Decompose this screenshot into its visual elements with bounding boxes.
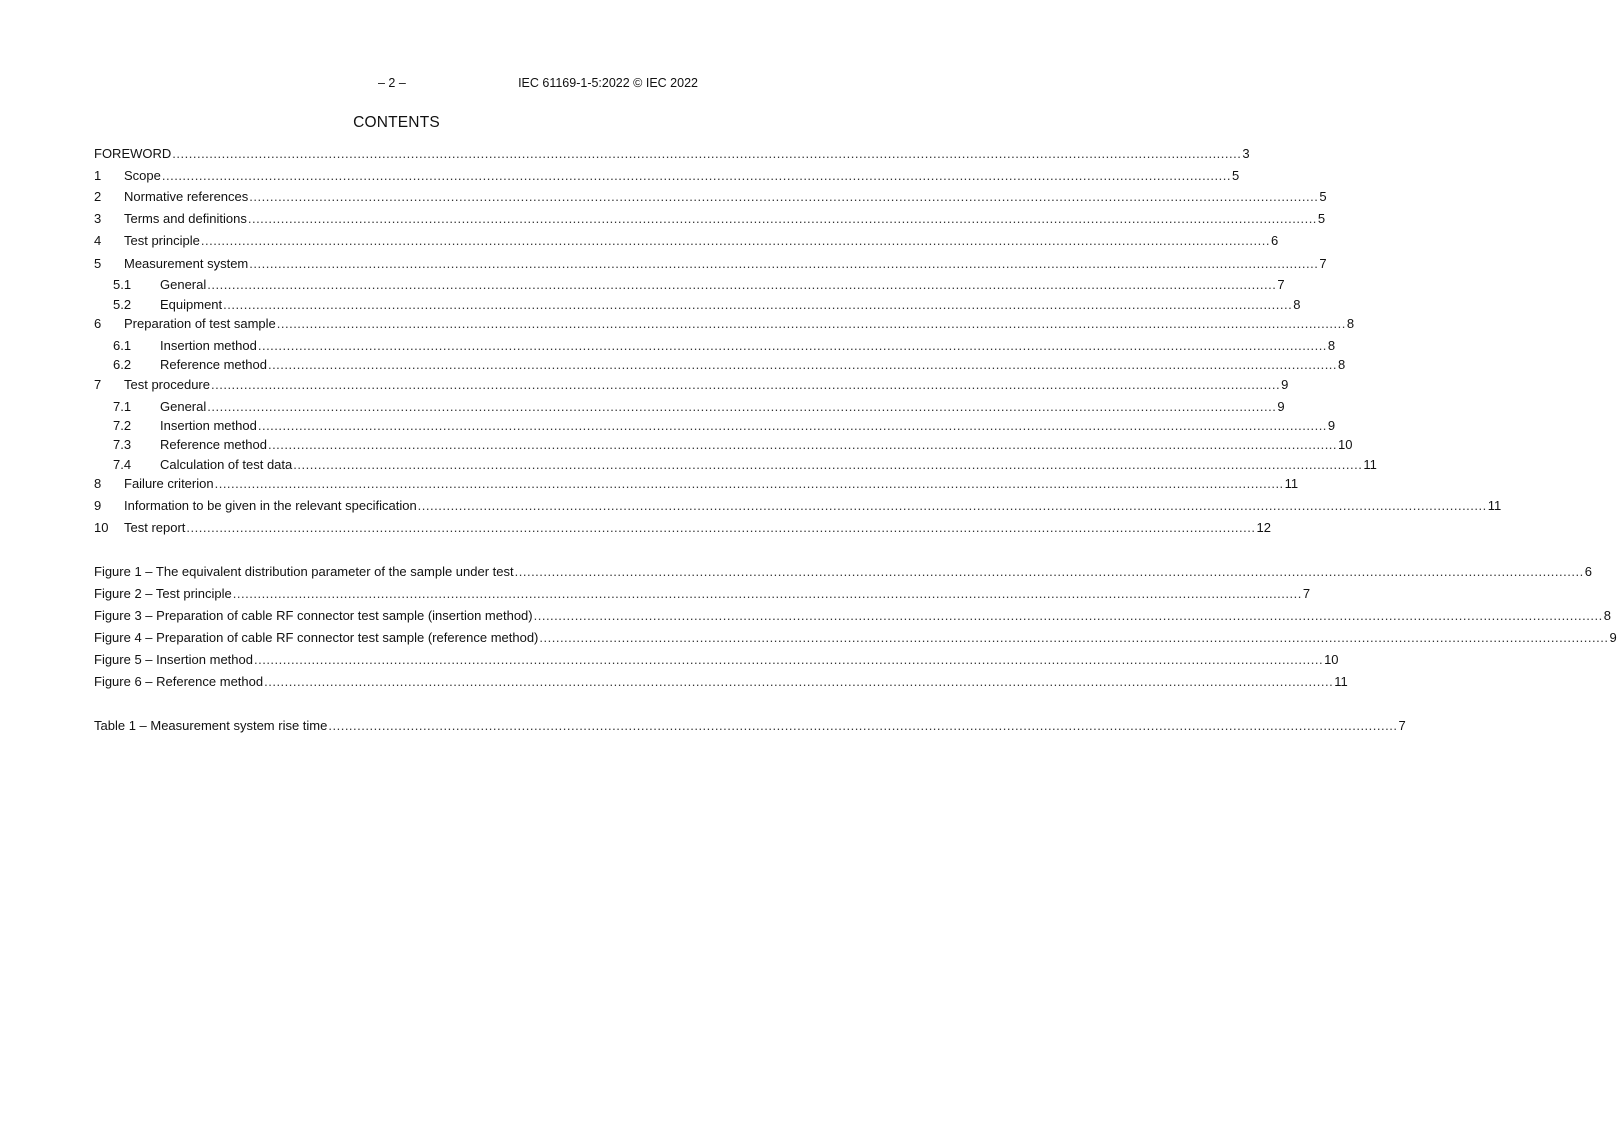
table-entry-title: Table 1 – Measurement system rise time (94, 718, 328, 733)
toc-entry-3[interactable] (94, 211, 1326, 227)
dot-leader: .................................................................................................................................................................................................................................................................... (214, 476, 1284, 491)
dot-leader: .................................................................................................................................................................................................................................................................... (257, 418, 1327, 433)
toc-entry-9[interactable] (94, 498, 1502, 514)
toc-entry-8[interactable] (94, 476, 1299, 492)
toc-entry-foreword[interactable] (94, 146, 1250, 162)
toc-entry-number: 6.2 (113, 357, 132, 372)
toc-entry-page: 8 (1327, 338, 1336, 353)
toc-entry-page: 11 (1284, 476, 1299, 491)
dot-leader: .................................................................................................................................................................................................................................................................... (200, 233, 1270, 248)
figure-entry-6[interactable] (94, 674, 1348, 690)
toc-entry-7-3[interactable] (94, 437, 1353, 453)
figure-entry-page: 8 (1603, 608, 1611, 623)
dot-leader: .................................................................................................................................................................................................................................................................... (253, 652, 1324, 667)
toc-entry-number: 7.2 (113, 418, 132, 433)
figure-entry-title: Figure 4 – Preparation of cable RF connector test sample (reference method) (94, 630, 539, 645)
dot-leader: .................................................................................................................................................................................................................................................................... (267, 437, 1338, 452)
toc-entry-page: 6 (1270, 233, 1279, 248)
toc-entry-title: Measurement system (124, 256, 249, 271)
toc-entry-page: 11 (1487, 498, 1502, 513)
toc-entry-6-1[interactable] (94, 338, 1336, 354)
dot-leader: .................................................................................................................................................................................................................................................................... (539, 630, 1609, 645)
toc-entry-5-1[interactable] (94, 277, 1285, 293)
toc-entry-page: 8 (1346, 316, 1355, 331)
toc-entry-title: Normative references (124, 189, 249, 204)
toc-entry-title: Calculation of test data (160, 457, 293, 472)
dot-leader: .................................................................................................................................................................................................................................................................... (223, 297, 1293, 312)
dot-leader: .................................................................................................................................................................................................................................................................... (207, 277, 1277, 292)
toc-entry-page: 9 (1281, 377, 1289, 392)
toc-entry-number: 3 (94, 211, 102, 226)
toc-entry-number: 6.1 (113, 338, 132, 353)
figure-entry-title: Figure 5 – Insertion method (94, 652, 253, 667)
toc-entry-number: 7.1 (113, 399, 132, 414)
toc-entry-page: 7 (1277, 277, 1285, 292)
toc-entry-title: General (160, 277, 207, 292)
dot-leader: .................................................................................................................................................................................................................................................................... (264, 674, 1334, 689)
toc-entry-title: Reference method (160, 437, 267, 452)
dot-leader: .................................................................................................................................................................................................................................................................... (249, 189, 1319, 204)
toc-entry-title: Failure criterion (124, 476, 214, 491)
toc-entry-page: 5 (1231, 168, 1240, 183)
dot-leader: .................................................................................................................................................................................................................................................................... (328, 718, 1398, 733)
toc-entry-page: 8 (1293, 297, 1301, 312)
toc-entry-number: 7.4 (113, 457, 132, 472)
toc-entry-5[interactable] (94, 256, 1327, 272)
figure-entry-4[interactable] (94, 630, 1617, 646)
dot-leader: .................................................................................................................................................................................................................................................................... (247, 211, 1317, 226)
toc-entry-6[interactable] (94, 316, 1355, 332)
toc-entry-7-4[interactable] (94, 457, 1377, 473)
table-entry-page: 7 (1398, 718, 1406, 733)
toc-entry-6-2[interactable] (94, 357, 1346, 373)
toc-entry-page: 11 (1363, 457, 1377, 472)
dot-leader: .................................................................................................................................................................................................................................................................... (257, 338, 1327, 353)
figure-entry-page: 11 (1334, 674, 1348, 689)
toc-entry-title: Preparation of test sample (124, 316, 276, 331)
toc-entry-title: FOREWORD (94, 146, 172, 161)
dot-leader: .................................................................................................................................................................................................................................................................... (211, 377, 1281, 392)
toc-entry-page: 9 (1327, 418, 1336, 433)
figure-entry-page: 9 (1609, 630, 1617, 645)
standard-reference-header: IEC 61169-1-5:2022 © IEC 2022 (518, 76, 698, 90)
toc-entry-number: 9 (94, 498, 102, 513)
figure-entry-page: 7 (1302, 586, 1311, 601)
toc-entry-4[interactable] (94, 233, 1279, 249)
toc-entry-10[interactable] (94, 520, 1271, 536)
toc-entry-page: 5 (1317, 211, 1326, 226)
toc-entry-2[interactable] (94, 189, 1327, 205)
toc-entry-page: 12 (1256, 520, 1271, 535)
toc-entry-page: 9 (1277, 399, 1285, 414)
dot-leader: .................................................................................................................................................................................................................................................................... (514, 564, 1584, 579)
dot-leader: .................................................................................................................................................................................................................................................................... (232, 586, 1302, 601)
toc-entry-number: 5.1 (113, 277, 132, 292)
figure-entry-title: Figure 1 – The equivalent distribution parameter of the sample under test (94, 564, 514, 579)
figure-entry-5[interactable] (94, 652, 1339, 668)
page-number-header: – 2 – (378, 76, 406, 90)
toc-entry-number: 2 (94, 189, 102, 204)
dot-leader: .................................................................................................................................................................................................................................................................... (267, 357, 1338, 372)
toc-entry-page: 10 (1338, 437, 1353, 452)
toc-entry-title: Information to be given in the relevant specification (124, 498, 417, 513)
toc-entry-page: 7 (1319, 256, 1327, 271)
dot-leader: .................................................................................................................................................................................................................................................................... (249, 256, 1319, 271)
figure-entry-1[interactable] (94, 564, 1592, 580)
figure-entry-page: 10 (1324, 652, 1339, 667)
toc-entry-number: 4 (94, 233, 102, 248)
toc-entry-1[interactable] (94, 168, 1240, 184)
dot-leader: .................................................................................................................................................................................................................................................................... (276, 316, 1346, 331)
toc-entry-number: 8 (94, 476, 102, 491)
contents-title: CONTENTS (353, 114, 440, 131)
figure-entry-2[interactable] (94, 586, 1311, 602)
toc-entry-7-1[interactable] (94, 399, 1285, 415)
dot-leader: .................................................................................................................................................................................................................................................................... (207, 399, 1277, 414)
dot-leader: .................................................................................................................................................................................................................................................................... (186, 520, 1256, 535)
toc-entry-number: 7.3 (113, 437, 132, 452)
toc-entry-page: 3 (1242, 146, 1250, 161)
figure-entry-title: Figure 3 – Preparation of cable RF connector test sample (insertion method) (94, 608, 533, 623)
toc-entry-title: Test report (124, 520, 186, 535)
toc-entry-number: 6 (94, 316, 102, 331)
toc-entry-number: 1 (94, 168, 102, 183)
dot-leader: .................................................................................................................................................................................................................................................................... (161, 168, 1231, 183)
figure-entry-title: Figure 6 – Reference method (94, 674, 264, 689)
toc-entry-title: Equipment (160, 297, 223, 312)
toc-entry-7[interactable] (94, 377, 1289, 393)
toc-entry-title: General (160, 399, 207, 414)
dot-leader: .................................................................................................................................................................................................................................................................... (533, 608, 1603, 623)
toc-entry-title: Terms and definitions (124, 211, 247, 226)
toc-entry-number: 10 (94, 520, 109, 535)
toc-entry-title: Insertion method (160, 418, 257, 433)
toc-entry-5-2[interactable] (94, 297, 1301, 313)
toc-entry-page: 5 (1319, 189, 1327, 204)
figure-entry-page: 6 (1584, 564, 1592, 579)
toc-entry-title: Scope (124, 168, 161, 183)
toc-entry-title: Reference method (160, 357, 267, 372)
toc-entry-title: Insertion method (160, 338, 257, 353)
toc-entry-number: 5 (94, 256, 102, 271)
dot-leader: .................................................................................................................................................................................................................................................................... (172, 146, 1242, 161)
figure-entry-title: Figure 2 – Test principle (94, 586, 232, 601)
toc-entry-page: 8 (1338, 357, 1346, 372)
toc-entry-number: 5.2 (113, 297, 132, 312)
toc-entry-number: 7 (94, 377, 102, 392)
dot-leader: .................................................................................................................................................................................................................................................................... (293, 457, 1363, 472)
toc-entry-title: Test principle (124, 233, 200, 248)
toc-entry-title: Test procedure (124, 377, 210, 392)
toc-entry-7-2[interactable] (94, 418, 1336, 434)
dot-leader: .................................................................................................................................................................................................................................................................... (417, 498, 1487, 513)
figure-entry-3[interactable] (94, 608, 1611, 624)
table-entry-1[interactable] (94, 718, 1406, 734)
